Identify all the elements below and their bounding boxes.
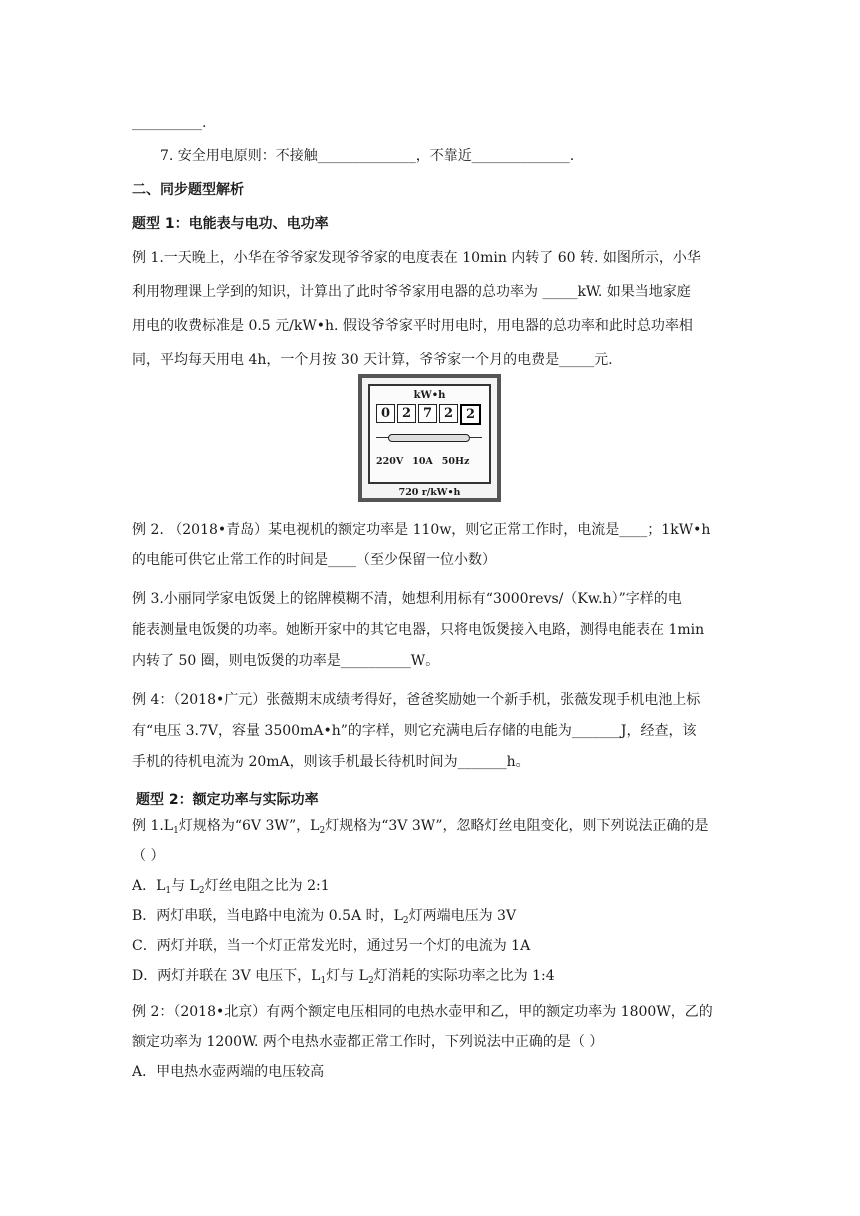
meter-digit: 2 [439,404,458,423]
question-2-line: 额定功率为 1200W. 两个电热水壶都正常工作时，下列说法中正确的是（ ） [132,1034,604,1050]
question-2-line: 例 2：（2018•北京）有两个额定电压相同的电热水壶甲和乙，甲的额定功率为 1800W，乙的 [132,1004,713,1020]
option-a: A．$L_1$与 $L_2$灯丝电阻之比为 2:1 [132,878,330,896]
example-4-line: 手机的待机电流为 20mA，则该手机最长待机时间为_______h。 [132,754,530,770]
question-2-option-a: A．甲电热水壶两端的电压较高 [132,1064,325,1080]
meter-digit: 7 [418,404,437,423]
option-d: D．两灯并联在 3V 电压下，$L_1$灯与 $L_2$灯消耗的实际功率之比为 1:4 [132,968,555,986]
meter-voltage: 220V [376,456,404,467]
example-4-line: 例 4：（2018•广元）张薇期末成绩考得好，爸爸奖励她一个新手机，张薇发现手机电池上标 [132,692,701,708]
example-4-line: 有“电压 3.7V，容量 3500mA•h”的字样，则它充满电后存储的电能为_______J，经查，该 [132,723,697,739]
section-heading: 二、同步题型解析 [132,182,244,198]
example-2-line: 的电能可供它止常工作的时间是____（至少保留一位小数） [132,552,496,568]
meter-specs [376,456,469,467]
meter-constant: 720 r/kW•h [398,487,461,498]
meter-digit: 0 [376,404,395,423]
meter-digit-decimal: 2 [460,404,481,425]
option-b: B．两灯串联，当电路中电流为 0.5A 时，$L_2$灯两端电压为 3V [132,908,517,926]
option-c: C．两灯并联，当一个灯正常发光时，通过另一个灯的电流为 1A [132,938,531,954]
meter-digits [376,404,481,425]
example-1-line: 用电的收费标准是 0.5 元/kW•h. 假设爷爷家平时用电时，用电器的总功率和此时总功率相 [132,318,693,334]
electricity-meter-figure [358,374,501,502]
question-7: 7. 安全用电原则：不接触______________，不靠近______________. [160,148,575,164]
meter-digit: 2 [397,404,416,423]
type-heading-1: 题型 1：电能表与电功、电功率 [132,216,329,232]
example-2-line: 例 2. （2018•青岛）某电视机的额定功率是 110w，则它正常工作时，电流是____；1kW•h [132,522,711,538]
meter-rotating-disc [388,434,470,442]
type-heading-2: 题型 2：额定功率与实际功率 [136,792,319,808]
example-1-line: 例 1.一天晚上，小华在爷爷家发现爷爷家的电度表在 10min 内转了 60 转. 如图所示，小华 [132,250,701,266]
meter-frequency: 50Hz [441,456,470,467]
meter-current: 10A [412,456,433,467]
example-3-line: 能表测量电饭煲的功率。她断开家中的其它电器，只将电饭煲接入电路，测得电能表在 1min [132,622,705,638]
example-3-line: 内转了 50 圈，则电饭煲的功率是__________W。 [132,653,440,669]
example-1-line: 同，平均每天用电 4h，一个月按 30 天计算，爷爷家一个月的电费是_____元. [132,352,613,368]
text-line: __________. [132,115,207,131]
question-1-stem: 例 $1.L_1$灯规格为“6V 3W”，$L_2$灯规格为“3V 3W”，忽略灯丝电阻变化，则下列说法正确的是 [132,818,709,836]
meter-unit-label: kW•h [413,390,446,401]
example-1-line: 利用物理课上学到的知识，计算出了此时爷爷家用电器的总功率为 _____kW. 如果当地家庭 [132,284,691,300]
example-3-line: 例 3.小丽同学家电饭煲上的铭牌模糊不清，她想利用标有“3000revs/（Kw.h）”字样的电 [132,591,682,607]
meter-face [368,384,491,484]
question-1-blank: （ ） [132,848,165,864]
